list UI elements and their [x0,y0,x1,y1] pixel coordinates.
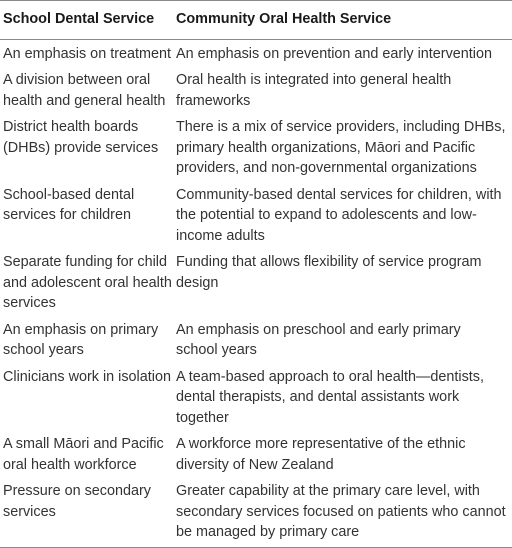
community-oral-health-cell: Community-based dental services for children, with the potential to expand to adolescents and low-income adults [176,186,502,244]
table-row [0,317,512,364]
school-dental-cell: An emphasis on treatment [3,45,171,62]
school-dental-cell: District health boards (DHBs) provide services [3,119,159,156]
table-row [0,114,512,182]
community-oral-health-cell: An emphasis on preschool and early primary school years [176,321,461,358]
table-row [0,431,512,478]
community-oral-health-cell: An emphasis on prevention and early intervention [176,45,492,62]
school-dental-cell: A small Māori and Pacific oral health workforce [3,436,164,473]
school-dental-cell: Pressure on secondary services [0,478,174,547]
table-row [0,364,512,432]
table-row [0,39,512,67]
table-row [0,67,512,114]
column-header-school-dental-service: School Dental Service [0,1,174,40]
table-row [0,249,512,317]
school-dental-cell: Separate funding for child and adolescent oral health services [3,254,172,311]
community-oral-health-cell: Oral health is integrated into general health frameworks [176,72,452,109]
table-body [0,39,512,547]
table-row [0,182,512,250]
school-dental-cell: Clinicians work in isolation [3,368,171,385]
table-header [0,1,512,40]
community-oral-health-cell: There is a mix of service providers, including DHBs, primary health organizations, Māori and Pacific providers, and non-governmental organizations [176,119,506,176]
community-oral-health-cell: Funding that allows flexibility of service program design [176,254,482,291]
school-dental-cell: School-based dental services for children [3,186,135,223]
school-dental-cell: An emphasis on primary school years [3,321,159,358]
header-row [0,1,512,40]
community-oral-health-cell: A team-based approach to oral health—dentists, dental therapists, and dental assistants work together [176,368,484,426]
column-header-community-oral-health-service: Community Oral Health Service [174,1,512,40]
table-row [0,478,512,547]
school-dental-cell: A division between oral health and general health [3,72,166,109]
community-oral-health-cell: Greater capability at the primary care level, with secondary services focused on patients who cannot be managed by primary care [174,478,512,547]
community-oral-health-cell: A workforce more representative of the ethnic diversity of New Zealand [176,436,466,473]
